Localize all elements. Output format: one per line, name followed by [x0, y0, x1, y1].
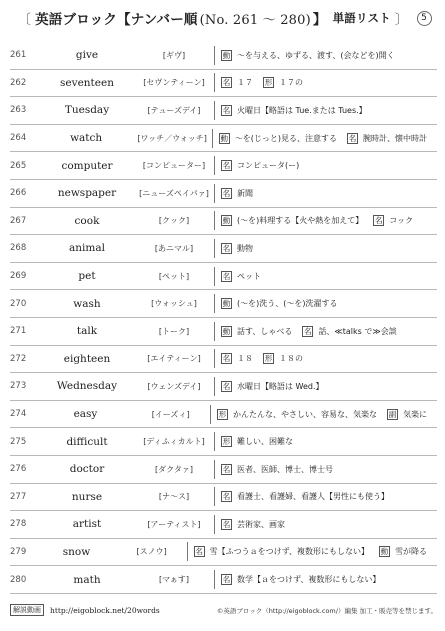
pronunciation-kana: [セヴンティーン] — [143, 78, 205, 88]
word-number: 278 — [10, 519, 27, 530]
part-of-speech-badge: 名 — [375, 216, 383, 226]
word-number: 268 — [10, 243, 27, 254]
column-divider — [214, 322, 215, 341]
word-number: 279 — [10, 546, 27, 557]
column-divider — [214, 46, 215, 65]
column-divider — [214, 294, 215, 313]
pronunciation-kana: [ナ～ス] — [158, 492, 190, 502]
definitions — [221, 574, 437, 585]
part-of-speech-badge: 動 — [222, 216, 231, 226]
definition-text: コンピュータ(ー) — [237, 161, 300, 171]
table-row — [10, 566, 437, 594]
definitions — [221, 464, 437, 475]
word-number: 266 — [10, 188, 27, 199]
definitions — [221, 436, 437, 447]
definitions — [221, 298, 437, 309]
pronunciation-kana: [ダクタァ] — [154, 464, 194, 474]
part-of-speech-badge: 副 — [388, 409, 397, 419]
word-number: 264 — [10, 133, 27, 144]
definition-text: (～を)洗う、(～を)洗濯する — [237, 299, 338, 309]
number-range: (No. 261 ～ 280) — [199, 12, 311, 28]
part-of-speech-badge: 動 — [222, 299, 231, 309]
definition-text: 話、≪talks で≫会談 — [318, 326, 397, 336]
definition-text: 気楽に — [403, 409, 427, 419]
table-row — [10, 401, 437, 429]
definitions — [221, 243, 437, 254]
column-divider — [214, 101, 215, 120]
english-word: math — [73, 573, 101, 586]
pronunciation-kana: [ワッチ／ウォッチ] — [137, 133, 207, 143]
table-row — [10, 511, 437, 539]
definition-text: コック — [389, 216, 414, 226]
title-text: 英語ブロック — [35, 12, 118, 28]
english-word: watch — [70, 132, 103, 145]
table-row — [10, 318, 437, 346]
english-word: newspaper — [57, 187, 117, 200]
subtitle: 単語リスト — [332, 11, 391, 25]
definition-text: １７ — [237, 78, 253, 88]
part-of-speech-badge: 名 — [304, 326, 312, 336]
english-word: cook — [74, 214, 100, 227]
definitions — [221, 188, 437, 199]
part-of-speech-badge: 名 — [222, 575, 231, 585]
video-label[interactable]: 解説動画 — [10, 604, 44, 616]
pronunciation-kana: [ディふィカルト] — [143, 437, 205, 447]
pronunciation-kana: [トーク] — [158, 326, 190, 336]
part-of-speech-badge: 名 — [222, 519, 231, 529]
pronunciation-kana: [あニマル] — [154, 243, 194, 253]
english-word: Wednesday — [56, 380, 118, 393]
definitions — [221, 519, 437, 530]
word-list — [10, 42, 437, 594]
table-row — [10, 346, 437, 374]
table-row — [10, 208, 437, 236]
pronunciation-kana: [コンピューター] — [142, 161, 206, 171]
part-of-speech-badge: 名 — [222, 78, 231, 88]
column-divider — [214, 432, 215, 451]
copyright-notice: ©英語ブロック（http://eigoblock.com/）編集 加工・販売等を禁じます。 — [216, 606, 437, 615]
definitions — [194, 546, 437, 557]
english-word: Tuesday — [64, 104, 110, 117]
english-word: pet — [78, 270, 96, 283]
column-divider — [214, 515, 215, 534]
column-divider — [214, 349, 215, 368]
part-of-speech-badge: 形 — [264, 78, 273, 88]
page-title — [8, 6, 437, 30]
part-of-speech-badge: 名 — [222, 381, 231, 391]
english-word: computer — [61, 159, 113, 172]
table-row — [10, 373, 437, 401]
column-divider — [214, 487, 215, 506]
definition-text: １８ — [237, 354, 253, 364]
part-of-speech-badge: 名 — [222, 105, 231, 115]
definition-text: 火曜日【略語は Tue.または Tues.】 — [237, 105, 367, 115]
column-divider — [214, 570, 215, 589]
word-number: 276 — [10, 464, 27, 475]
word-number: 262 — [10, 77, 27, 88]
word-number: 277 — [10, 491, 27, 502]
pronunciation-kana: [アーティスト] — [147, 519, 201, 529]
english-word: talk — [76, 325, 98, 338]
pronunciation-kana: [ニューズペイパァ] — [139, 188, 209, 198]
table-row — [10, 263, 437, 291]
list-name: 【ナンバー順 — [117, 12, 198, 28]
definitions — [221, 353, 437, 364]
table-row — [10, 42, 437, 70]
english-word: artist — [72, 518, 102, 531]
word-number: 269 — [10, 271, 27, 282]
part-of-speech-badge: 名 — [222, 271, 231, 281]
english-word: eighteen — [63, 352, 111, 365]
definition-text: かんたんな、やさしい、容易な、気楽な — [233, 409, 377, 419]
table-row — [10, 235, 437, 263]
definition-text: 動物 — [237, 243, 253, 253]
column-divider — [214, 211, 215, 230]
pronunciation-kana: [ギヴ] — [162, 50, 186, 60]
definition-text: ～を与える、ゆずる、渡す、(会などを)開く — [237, 50, 395, 60]
column-divider — [210, 405, 211, 424]
pronunciation-kana: [ウェンズデイ] — [147, 381, 201, 391]
definitions — [221, 160, 437, 171]
part-of-speech-badge: 動 — [222, 50, 231, 60]
table-row — [10, 539, 437, 567]
table-row — [10, 428, 437, 456]
english-word: animal — [69, 242, 105, 255]
word-number: 272 — [10, 353, 27, 364]
english-word: seventeen — [60, 76, 114, 89]
definition-text: 芸術家、画家 — [237, 519, 285, 529]
page-number-badge: 5 — [417, 11, 432, 26]
english-word: difficult — [66, 435, 108, 448]
column-divider — [214, 156, 215, 175]
part-of-speech-badge: 動 — [220, 133, 228, 143]
part-of-speech-badge: 名 — [195, 547, 203, 557]
pronunciation-kana: [マぁす] — [159, 575, 189, 585]
table-row — [10, 152, 437, 180]
definitions — [221, 271, 437, 282]
word-number: 261 — [10, 50, 27, 61]
table-row — [10, 70, 437, 98]
part-of-speech-badge: 動 — [222, 326, 231, 336]
column-divider — [214, 73, 215, 92]
part-of-speech-badge: 形 — [218, 409, 227, 419]
definition-text: 腕時計、懐中時計 — [362, 133, 427, 143]
definitions — [221, 215, 437, 226]
word-number: 263 — [10, 105, 27, 116]
column-divider — [212, 129, 213, 148]
word-number: 273 — [10, 381, 27, 392]
definition-text: 雪が降る — [395, 547, 427, 557]
definition-text: 水曜日【略語は Wed.】 — [237, 381, 324, 391]
pronunciation-kana: [テューズデイ] — [147, 105, 201, 115]
part-of-speech-badge: 形 — [222, 437, 231, 447]
list-close: 】 — [312, 12, 327, 28]
word-number: 271 — [10, 326, 27, 337]
table-row — [10, 456, 437, 484]
definition-text: 新聞 — [237, 188, 253, 198]
pronunciation-kana: [エイティーン] — [147, 354, 201, 364]
word-number: 265 — [10, 160, 27, 171]
footer — [10, 603, 437, 617]
title-right-bracket: 〕 — [394, 12, 409, 28]
definitions — [221, 491, 437, 502]
part-of-speech-badge: 名 — [222, 492, 231, 502]
definitions — [221, 77, 437, 88]
word-number: 280 — [10, 574, 27, 585]
word-number: 270 — [10, 298, 27, 309]
part-of-speech-badge: 名 — [222, 161, 231, 171]
definitions — [221, 381, 437, 392]
definition-text: 話す、しゃべる — [237, 326, 293, 336]
definition-text: 難しい、困難な — [237, 437, 293, 447]
definition-text: ～を(じっと)見る、注意する — [234, 133, 337, 143]
definition-text: (～を)料理する【火や熱を加えて】 — [237, 216, 364, 226]
column-divider — [214, 239, 215, 258]
pronunciation-kana: [ウォッシュ] — [151, 299, 197, 309]
table-row — [10, 180, 437, 208]
word-number: 274 — [10, 409, 27, 420]
table-row — [10, 97, 437, 125]
definition-text: １７の — [279, 78, 303, 88]
part-of-speech-badge: 名 — [222, 188, 231, 198]
part-of-speech-badge: 動 — [380, 547, 389, 557]
definition-text: ペット — [237, 271, 261, 281]
column-divider — [187, 542, 188, 561]
definitions — [221, 50, 437, 61]
column-divider — [214, 184, 215, 203]
english-word: snow — [62, 545, 91, 558]
definition-text: 雪【ふつうａをつけず、複数形にもしない】 — [209, 547, 369, 557]
definitions — [221, 326, 437, 337]
title-left-bracket: 〔 — [17, 12, 32, 28]
part-of-speech-badge: 名 — [348, 133, 357, 143]
part-of-speech-badge: 名 — [222, 464, 231, 474]
table-row — [10, 125, 437, 153]
definition-text: １８の — [279, 354, 303, 364]
definitions — [217, 409, 437, 420]
part-of-speech-badge: 名 — [222, 243, 231, 253]
pronunciation-kana: [クック] — [158, 216, 190, 226]
english-word: give — [75, 49, 99, 62]
column-divider — [214, 267, 215, 286]
video-url-link[interactable]: http://eigoblock.net/20words — [50, 605, 160, 615]
english-word: wash — [73, 297, 101, 310]
definitions — [221, 105, 437, 116]
english-word: doctor — [69, 463, 105, 476]
column-divider — [214, 377, 215, 396]
definitions — [219, 133, 437, 144]
english-word: nurse — [71, 490, 103, 503]
column-divider — [214, 460, 215, 479]
pronunciation-kana: [スノウ] — [136, 547, 167, 557]
part-of-speech-badge: 形 — [264, 354, 273, 364]
word-number: 275 — [10, 436, 27, 447]
english-word: easy — [73, 408, 98, 421]
pronunciation-kana: [イーズィ] — [151, 409, 190, 419]
definition-text: 医者、医師、博士、博士号 — [237, 464, 333, 474]
definition-text: 数学【ａをつけず、複数形にもしない】 — [237, 575, 381, 585]
pronunciation-kana: [ペット] — [158, 271, 190, 281]
table-row — [10, 484, 437, 512]
table-row — [10, 290, 437, 318]
word-number: 267 — [10, 215, 27, 226]
definition-text: 看護士、看護婦、看護人【男性にも使う】 — [237, 492, 389, 502]
part-of-speech-badge: 名 — [222, 354, 231, 364]
